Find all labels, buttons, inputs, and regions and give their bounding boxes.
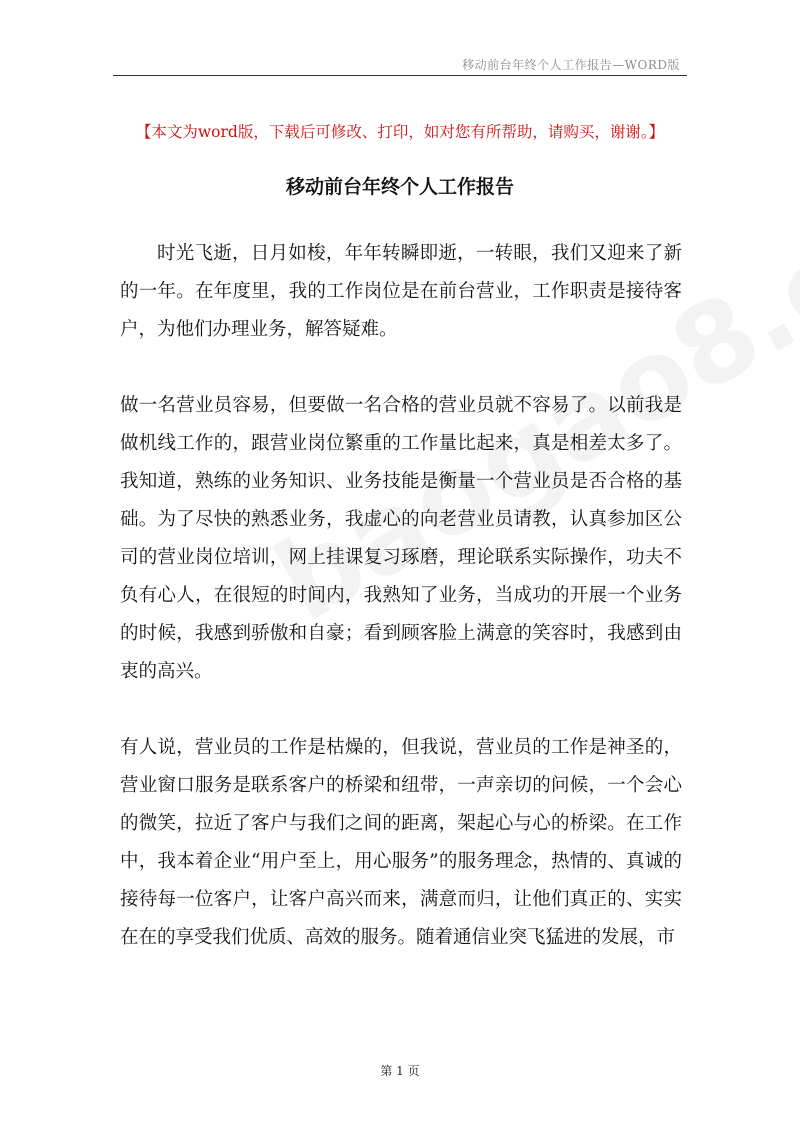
header-divider bbox=[113, 75, 687, 76]
document-title: 移动前台年终个人工作报告 bbox=[285, 176, 514, 198]
body-paragraph: 有人说，营业员的工作是枯燥的，但我说，营业员的工作是神圣的，营业窗口服务是联系客户的桥梁和纽带，一声亲切的问候，一个会心的微笑，拉近了客户与我们之间的距离，架起心与心的桥梁。在工作中，我本着企业“用户至上，用心服务”的服务理念，热情的、真诚的接待每一位客户，让客户高兴而来，满意而归，让他们真正的、实实在在的享受我们优质、高效的服务。随着通信业突飞猛进的发展，市 bbox=[120, 737, 682, 948]
body-paragraph: 时光飞逝，日月如梭，年年转瞬即逝，一转眼，我们又迎来了新的一年。在年度里，我的工作岗位是在前台营业，工作职责是接待客户，为他们办理业务，解答疑难。 bbox=[120, 243, 682, 340]
running-header: 移动前台年终个人工作报告—WORD版 bbox=[462, 58, 680, 72]
purchase-notice: 【本文为word版，下载后可修改、打印，如对您有所帮助，请购买，谢谢。】 bbox=[135, 123, 665, 141]
page-number: 第 1 页 bbox=[380, 1064, 420, 1078]
document-body bbox=[120, 235, 682, 957]
body-paragraph: 做一名营业员容易，但要做一名合格的营业员就不容易了。以前我是做机线工作的，跟营业岗位繁重的工作量比起来，真是相差太多了。我知道，熟练的业务知识、业务技能是衡量一个营业员是否合格的基础。为了尽快的熟悉业务，我虚心的向老营业员请教，认真参加区公司的营业岗位培训，网上挂课复习琢磨，理论联系实际操作，功夫不负有心人，在很短的时间内，我熟知了业务，当成功的开展一个业务的时候，我感到骄傲和自豪；看到顾客脸上满意的笑容时，我感到由衷的高兴。 bbox=[120, 395, 682, 682]
